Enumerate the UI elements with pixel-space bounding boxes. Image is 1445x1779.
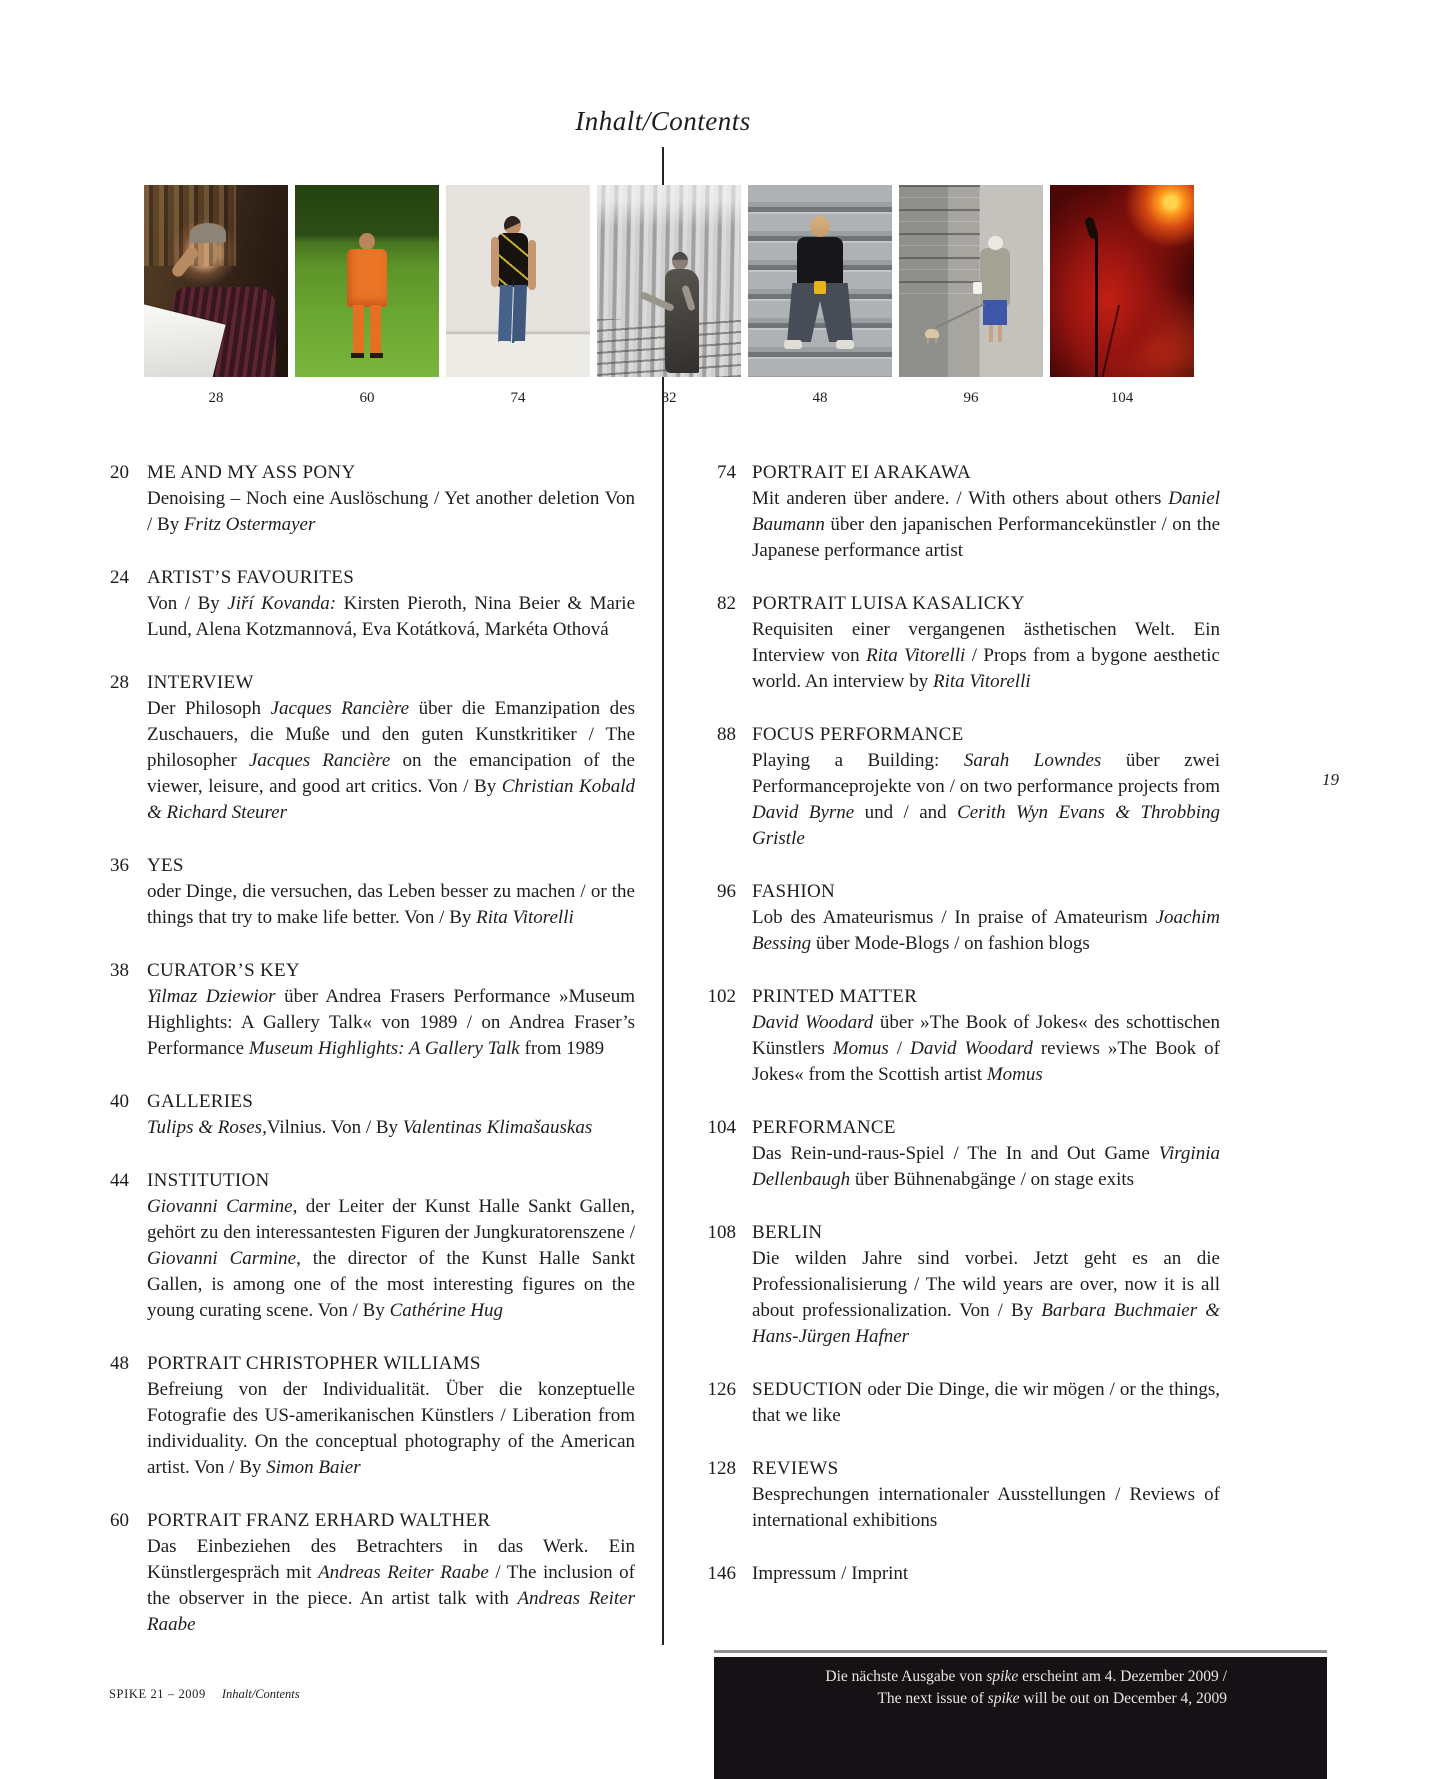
toc-entry-seduction bbox=[705, 1377, 1220, 1429]
photo-person-white-wall bbox=[446, 185, 590, 377]
toc-entry-me-and-my-ass-pony bbox=[110, 460, 635, 538]
entry-description: Das Einbeziehen des Betrachters in das Werk. Ein Künstlergespräch mit Andreas Reiter Raabe / The inclusion of the observer in the piece. An artist talk with Andreas Reiter Raabe bbox=[147, 1536, 636, 1635]
entry-page-number: 38 bbox=[110, 960, 129, 981]
toc-entry-portrait-ei-arakawa bbox=[705, 460, 1220, 564]
entry-description: oder Die Dinge, die wir mögen / or the things, that we like bbox=[752, 1379, 1220, 1426]
shoes-shape bbox=[351, 353, 364, 358]
thumbnail-page-number: 96 bbox=[963, 390, 979, 406]
footer-section-label: Inhalt/Contents bbox=[221, 1687, 300, 1701]
jeans-shape bbox=[498, 285, 513, 343]
entry-description: Mit anderen über andere. / With others about others Daniel Baumann über den japanischen Performancekünstler / on the Japanese performance artist bbox=[752, 488, 1220, 561]
entry-page-number: 24 bbox=[110, 567, 129, 588]
entry-title: SEDUCTION bbox=[752, 1379, 863, 1400]
entry-description: Giovanni Carmine, der Leiter der Kunst Halle Sankt Gallen, gehört zu den interessantesten Figuren der Jungkuratorenszene / Giovanni Carmine, the director of the Kunst Halle Sankt Gallen, is among one of the most interesting figures on the young curating scene. Von / By Cathérine Hug bbox=[147, 1196, 636, 1321]
toc-entry-curators-key bbox=[110, 958, 635, 1062]
entry-page-number: 108 bbox=[707, 1222, 736, 1243]
mic-stand-shape bbox=[1095, 235, 1098, 377]
entry-description: Denoising – Noch eine Auslöschung / Yet another deletion Von / By Fritz Ostermayer bbox=[147, 488, 635, 535]
cable-shape bbox=[1100, 305, 1120, 377]
building-facade-shape bbox=[899, 185, 980, 300]
entry-title: CURATOR’S KEY bbox=[147, 960, 300, 981]
entry-title: ARTIST’S FAVOURITES bbox=[147, 567, 355, 588]
entry-page-number: 126 bbox=[707, 1379, 736, 1400]
orange-jacket-shape bbox=[347, 249, 387, 307]
entry-title: BERLIN bbox=[752, 1222, 823, 1243]
sneakers-shape bbox=[784, 340, 802, 349]
entry-page-number: 104 bbox=[707, 1117, 736, 1138]
photo-orange-suit-man bbox=[295, 185, 439, 377]
entry-description: Befreiung von der Individualität. Über die konzeptuelle Fotografie des US-amerikanischen Künstlers / Liberation from individuality. On the conceptual photography of the American artist. Von / By Simon Baier bbox=[147, 1379, 635, 1478]
thumbnail-page-number: 48 bbox=[812, 390, 828, 406]
entry-description: oder Dinge, die versuchen, das Leben besser zu machen / or the things that try to make life better. Von / By Rita Vitorelli bbox=[147, 881, 635, 928]
toc-entry-portrait-luisa-kasalicky bbox=[705, 591, 1220, 695]
page-title: Inhalt/Contents bbox=[575, 106, 751, 136]
entry-page-number: 20 bbox=[110, 462, 129, 483]
entry-title: PORTRAIT EI ARAKAWA bbox=[752, 462, 972, 483]
thumbnail-60 bbox=[295, 185, 439, 407]
thumbnail-96 bbox=[899, 185, 1043, 407]
tank-top-shape bbox=[498, 233, 528, 287]
entry-description: Die wilden Jahre sind vorbei. Jetzt geht es an die Professionalisierung / The wild years are over, now it is all about professionalization. Von / By Barbara Buchmaier & Hans-Jürgen Hafner bbox=[752, 1248, 1220, 1347]
toc-column-left bbox=[110, 460, 635, 1665]
entry-page-number: 44 bbox=[110, 1170, 129, 1191]
tshirt-shape bbox=[797, 237, 843, 287]
entry-description: David Woodard über »The Book of Jokes« des schottischen Künstlers Momus / David Woodard reviews »The Book of Jokes« from the Scottish artist Momus bbox=[752, 1012, 1220, 1085]
entry-page-number: 48 bbox=[110, 1353, 129, 1374]
toc-column-right bbox=[705, 460, 1220, 1614]
thumbnail-74 bbox=[446, 185, 590, 407]
entry-description: Lob des Amateurismus / In praise of Amateurism Joachim Bessing über Mode-Blogs / on fashion blogs bbox=[752, 907, 1220, 954]
head-shape bbox=[672, 252, 688, 270]
yellow-object-shape bbox=[814, 281, 826, 294]
blue-skirt-shape bbox=[983, 300, 1007, 325]
banner-top-rule bbox=[714, 1650, 1327, 1653]
thumbnail-page-number: 74 bbox=[510, 390, 526, 406]
toc-entry-institution bbox=[110, 1168, 635, 1324]
entry-title: PORTRAIT LUISA KASALICKY bbox=[752, 593, 1025, 614]
dog-shape bbox=[925, 329, 939, 338]
entry-description: Der Philosoph Jacques Rancière über die Emanzipation des Zuschauers, die Muße und den guten Kunstkritiker / The philosopher Jacques Rancière on the emancipation of the viewer, leisure, and good art critics. Von / By Christian Kobald & Richard Steurer bbox=[147, 698, 635, 823]
toc-entry-galleries bbox=[110, 1089, 635, 1141]
toc-entry-fashion bbox=[705, 879, 1220, 957]
thumbnail-28 bbox=[144, 185, 288, 407]
photo-man-at-laptop bbox=[144, 185, 288, 377]
entry-title: YES bbox=[147, 855, 184, 876]
entry-description: Das Rein-und-raus-Spiel / The In and Out Game Virginia Dellenbaugh über Bühnenabgänge / on stage exits bbox=[752, 1143, 1220, 1190]
margin-page-number: 19 bbox=[1322, 770, 1339, 789]
arms-shape bbox=[491, 237, 499, 287]
next-issue-banner bbox=[714, 1657, 1327, 1779]
microphone-shape bbox=[1084, 216, 1099, 240]
hair-shape bbox=[190, 223, 226, 243]
next-issue-line-de: Die nächste Ausgabe von spike erscheint am 4. Dezember 2009 / bbox=[825, 1668, 1227, 1685]
toc-entry-performance bbox=[705, 1115, 1220, 1193]
head-shape bbox=[359, 233, 375, 250]
shoes-shape bbox=[498, 341, 511, 347]
entry-description: Yilmaz Dziewior über Andrea Frasers Performance »Museum Highlights: A Gallery Talk« von 1989 / on Andrea Fraser’s Performance Museum Highlights: A Gallery Talk from 1989 bbox=[147, 986, 635, 1059]
footer-issue-label: SPIKE 21 – 2009 bbox=[109, 1687, 206, 1701]
entry-description: Playing a Building: Sarah Lowndes über zwei Performanceprojekte von / on two performance projects from David Byrne und / and Cerith Wyn Evans & Throbbing Gristle bbox=[752, 750, 1221, 849]
entry-title: REVIEWS bbox=[752, 1458, 839, 1479]
entry-description: Tulips & Roses,Vilnius. Von / By Valentinas Klimašauskas bbox=[147, 1117, 593, 1138]
right-leg-shape bbox=[370, 305, 381, 353]
entry-description: Requisiten einer vergangenen ästhetischen Welt. Ein Interview von Rita Vitorelli / Props from a bygone aesthetic world. An interview by Rita Vitorelli bbox=[752, 619, 1220, 692]
entry-page-number: 74 bbox=[717, 462, 736, 483]
dress-shape bbox=[665, 269, 699, 373]
coat-shape bbox=[980, 248, 1010, 306]
thumbnail-104 bbox=[1050, 185, 1194, 407]
white-hair-shape bbox=[988, 236, 1003, 250]
toc-entry-portrait-christopher-williams bbox=[110, 1351, 635, 1481]
entry-title: FOCUS PERFORMANCE bbox=[752, 724, 964, 745]
entry-page-number: 40 bbox=[110, 1091, 129, 1112]
entry-title: INSTITUTION bbox=[147, 1170, 270, 1191]
photo-microphone-red bbox=[1050, 185, 1194, 377]
entry-page-number: 60 bbox=[110, 1510, 129, 1531]
photo-woman-with-dog bbox=[899, 185, 1043, 377]
toc-entry-reviews bbox=[705, 1456, 1220, 1534]
entry-page-number: 128 bbox=[707, 1458, 736, 1479]
next-issue-line-en: The next issue of spike will be out on December 4, 2009 bbox=[877, 1689, 1227, 1707]
entry-description: Von / By Jiří Kovanda: Kirsten Pieroth, Nina Beier & Marie Lund, Alena Kotzmannová, Eva Kotátková, Markéta Othová bbox=[147, 593, 636, 640]
entry-title: PORTRAIT FRANZ ERHARD WALTHER bbox=[147, 1510, 491, 1531]
entry-title: ME AND MY ASS PONY bbox=[147, 462, 356, 483]
toc-entry-portrait-franz-erhard-walther bbox=[110, 1508, 635, 1638]
entry-title: PERFORMANCE bbox=[752, 1117, 896, 1138]
head-shape bbox=[504, 216, 521, 235]
entry-page-number: 36 bbox=[110, 855, 129, 876]
entry-page-number: 82 bbox=[717, 593, 736, 614]
toc-entry-interview bbox=[110, 670, 635, 826]
photo-man-on-steps bbox=[748, 185, 892, 377]
thumbnail-page-number: 60 bbox=[359, 390, 375, 406]
entry-description: Impressum / Imprint bbox=[752, 1563, 909, 1584]
thumbnail-page-number: 28 bbox=[208, 390, 224, 406]
bald-head-shape bbox=[810, 216, 830, 237]
left-leg-shape bbox=[353, 305, 364, 353]
entry-page-number: 88 bbox=[717, 724, 736, 745]
toc-entry-focus-performance bbox=[705, 722, 1220, 852]
thumbnail-page-number: 104 bbox=[1110, 390, 1134, 406]
entry-title: INTERVIEW bbox=[147, 672, 254, 693]
entry-title: FASHION bbox=[752, 881, 836, 902]
thumbnail-82 bbox=[597, 185, 741, 407]
entry-page-number: 28 bbox=[110, 672, 129, 693]
entry-title: PORTRAIT CHRISTOPHER WILLIAMS bbox=[147, 1353, 481, 1374]
toc-entry-printed-matter bbox=[705, 984, 1220, 1088]
thumbnail-strip bbox=[144, 185, 1194, 407]
entry-description: Besprechungen internationaler Ausstellungen / Reviews of international exhibitions bbox=[752, 1484, 1220, 1531]
toc-entry-yes bbox=[110, 853, 635, 931]
entry-title: PRINTED MATTER bbox=[752, 986, 918, 1007]
entry-title: GALLERIES bbox=[147, 1091, 254, 1112]
photo-woman-shutter-bw bbox=[597, 185, 741, 377]
entry-page-number: 102 bbox=[707, 986, 736, 1007]
footer-running-line bbox=[109, 1687, 300, 1702]
thumbnail-page-number: 82 bbox=[661, 390, 677, 406]
toc-entry-artists-favourites bbox=[110, 565, 635, 643]
thumbnail-48 bbox=[748, 185, 892, 407]
toc-entry-impressum bbox=[705, 1561, 1220, 1587]
toc-entry-berlin bbox=[705, 1220, 1220, 1350]
entry-page-number: 146 bbox=[707, 1563, 736, 1584]
entry-page-number: 96 bbox=[717, 881, 736, 902]
